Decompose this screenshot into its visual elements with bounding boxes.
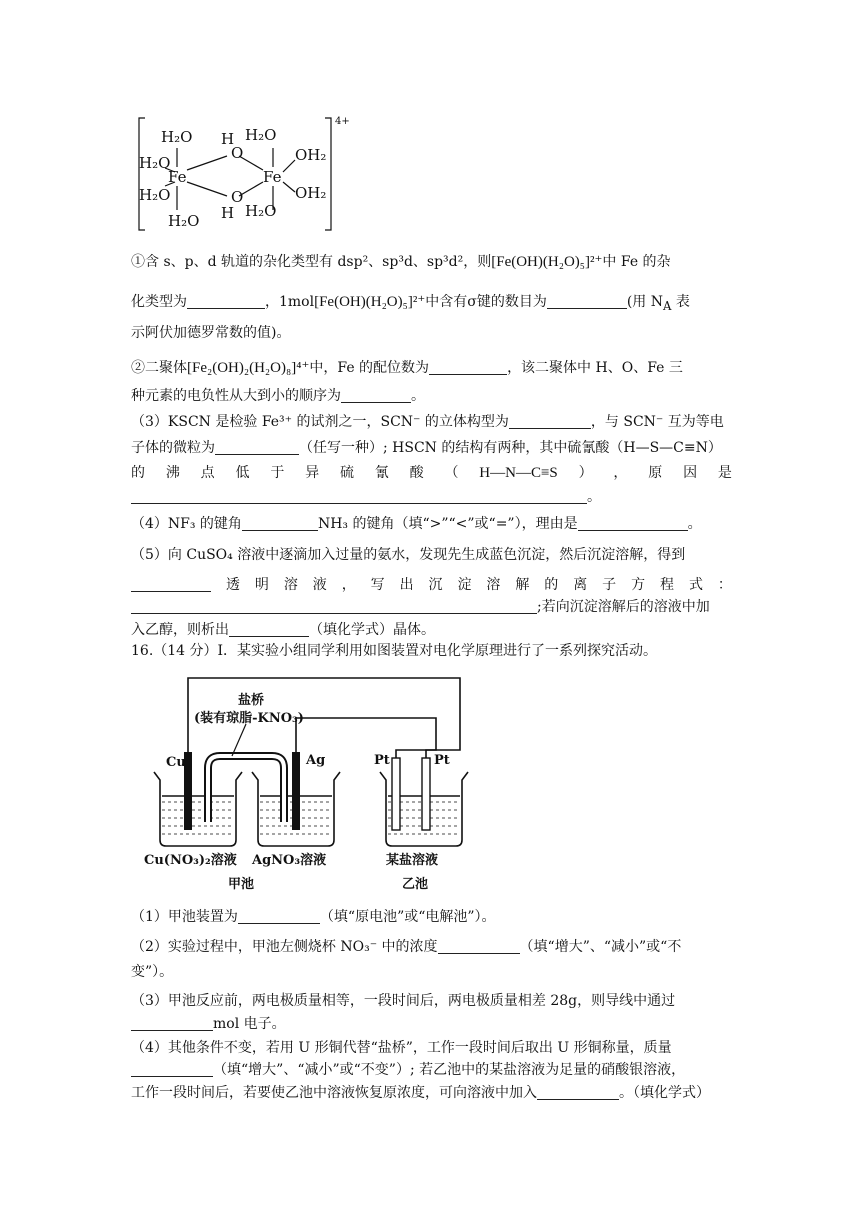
answer-blank[interactable] — [131, 575, 211, 592]
q16-title: 16.（14 分）Ⅰ．某实验小组同学利用如图装置对电化学原理进行了一系列探究活动。 — [131, 643, 658, 659]
answer-blank[interactable] — [131, 1014, 213, 1031]
q16-q4-line3: 工作一段时间后，若要使乙池中溶液恢复原浓度，可向溶液中加入 。（填化学式） — [131, 1085, 710, 1101]
answer-blank[interactable] — [187, 292, 265, 309]
answer-blank[interactable] — [547, 292, 627, 309]
h2o-bottom-center: H₂O — [245, 202, 277, 220]
pt-electrode-left — [392, 758, 400, 830]
answer-blank[interactable] — [509, 412, 591, 429]
pt-electrode-right — [422, 758, 430, 830]
fe-left: Fe — [168, 168, 187, 186]
q15-2-line3: 示阿伏加德罗常数的值)。 — [131, 325, 291, 341]
cell-a-label: 甲池 — [228, 877, 255, 892]
h2o-top-left: H₂O — [161, 128, 193, 146]
answer-blank[interactable] — [429, 358, 507, 375]
electrochem-apparatus — [140, 672, 470, 897]
answer-blank[interactable] — [131, 1060, 213, 1077]
q15-2-line2: 化类型为 ，1mol[Fe(OH)(H₂O)₅]²⁺中含有σ键的数目为 (用 $N_A$ 表 — [131, 294, 690, 313]
pt-right-label: Pt — [434, 753, 450, 768]
q15-3-line3: 的 沸 点 低 于 异 硫 氰 酸 （ H—N—C≡S ） ， 原 因 是 — [131, 465, 732, 481]
q16-q3-line1: （3）甲池反应前，两电极质量相等，一段时间后，两电极质量相差 28g，则导线中通过 — [131, 993, 676, 1009]
salt-bridge-label: 盐桥 — [238, 693, 265, 708]
answer-blank[interactable] — [229, 620, 309, 637]
fe-right: Fe — [263, 168, 282, 186]
answer-blank[interactable] — [242, 514, 318, 531]
salt-bridge-content-label: (装有琼脂-KNO₃) — [194, 711, 304, 726]
answer-blank[interactable] — [341, 386, 411, 403]
q16-q2-line2: 变”）。 — [131, 964, 174, 980]
charge-4plus: 4+ — [335, 116, 350, 127]
answer-blank[interactable] — [131, 487, 587, 504]
q15-2-line5: 种元素的电负性从大到小的顺序为 。 — [131, 388, 425, 404]
answer-blank[interactable] — [578, 514, 688, 531]
h2o-left-upper: H₂O — [139, 154, 171, 172]
fe-dimer-structure — [135, 112, 365, 237]
q15-2-line4: ②二聚体[Fe₂(OH)₂(H₂O)₈]⁴⁺中，Fe 的配位数为 ，该二聚体中 H、O、Fe 三 — [131, 360, 683, 376]
q16-q3-line2: mol 电子。 — [131, 1014, 732, 1034]
h2o-bottom-left: H₂O — [168, 212, 200, 230]
q15-3-line2: 子体的微粒为 （任写一种）; HSCN 的结构有两种，其中硫氰酸（H—S—C≡N） — [131, 440, 722, 456]
cu-no3-solution-label: Cu(NO₃)₂溶液 — [144, 853, 237, 868]
o-top: O — [231, 144, 244, 162]
answer-blank[interactable] — [131, 597, 537, 614]
q15-2-line1: ①含 s、p、d 轨道的杂化类型有 dsp²、sp³d、sp³d²，则[Fe(OH)(H₂O)₅]²⁺中 Fe 的杂 — [131, 254, 671, 270]
answer-blank[interactable] — [238, 907, 320, 924]
q16-q1: （1）甲池装置为 （填“原电池”或“电解池”）。 — [131, 909, 496, 925]
ag-electrode — [292, 752, 300, 830]
q15-5-line4: 入乙醇，则析出 （填化学式）晶体。 — [131, 622, 435, 638]
cell-b-label: 乙池 — [402, 877, 429, 892]
q16-q4-line1: （4）其他条件不变，若用 U 形铜代替“盐桥”，工作一段时间后取出 U 形铜称量，质量 — [131, 1040, 672, 1056]
q15-3-line1: （3）KSCN 是检验 Fe³⁺ 的试剂之一，SCN⁻ 的立体构型为 ，与 SCN⁻ 互为等电 — [131, 414, 724, 430]
q15-5-line2: 透 明 溶 液 ， 写 出 沉 淀 溶 解 的 离 子 方 程 式 ： — [131, 575, 732, 595]
h2o-left-lower: H₂O — [139, 186, 171, 204]
cu-label: Cu — [166, 755, 186, 770]
answer-blank[interactable] — [215, 438, 299, 455]
q15-5-line1: （5）向 CuSO₄ 溶液中逐滴加入过量的氨水，发现先生成蓝色沉淀，然后沉淀溶解，得到 — [131, 547, 686, 563]
q16-q4-line2: （填“增大”、“减小”或“不变”）; 若乙池中的某盐溶液为足量的硝酸银溶液， — [131, 1060, 732, 1080]
o-bottom: O — [231, 188, 244, 206]
h-bottom: H — [221, 204, 235, 222]
answer-blank[interactable] — [537, 1083, 619, 1100]
q15-3-line4: 。 — [131, 487, 732, 507]
salt-bridge — [208, 756, 284, 822]
q15-5-line3: ;若向沉淀溶解后的溶液中加 — [131, 597, 732, 617]
oh2-right-lower: OH₂ — [295, 184, 327, 202]
agno3-solution-label: AgNO₃溶液 — [252, 853, 327, 868]
beaker-left — [154, 772, 242, 846]
ag-label: Ag — [306, 753, 326, 768]
q16-q2-line1: （2）实验过程中，甲池左侧烧杯 NO₃⁻ 中的浓度 （填“增大”、“减小”或“不 — [131, 939, 682, 955]
answer-blank[interactable] — [438, 937, 520, 954]
pt-left-label: Pt — [374, 753, 390, 768]
h2o-top-center: H₂O — [245, 126, 277, 144]
h-top: H — [221, 130, 235, 148]
oh2-right-upper: OH₂ — [295, 146, 327, 164]
q15-4-line: （4）NF₃ 的键角 NH₃ 的键角（填“>”“<”或“=”），理由是 。 — [131, 516, 702, 532]
salt-solution-label: 某盐溶液 — [386, 853, 439, 868]
